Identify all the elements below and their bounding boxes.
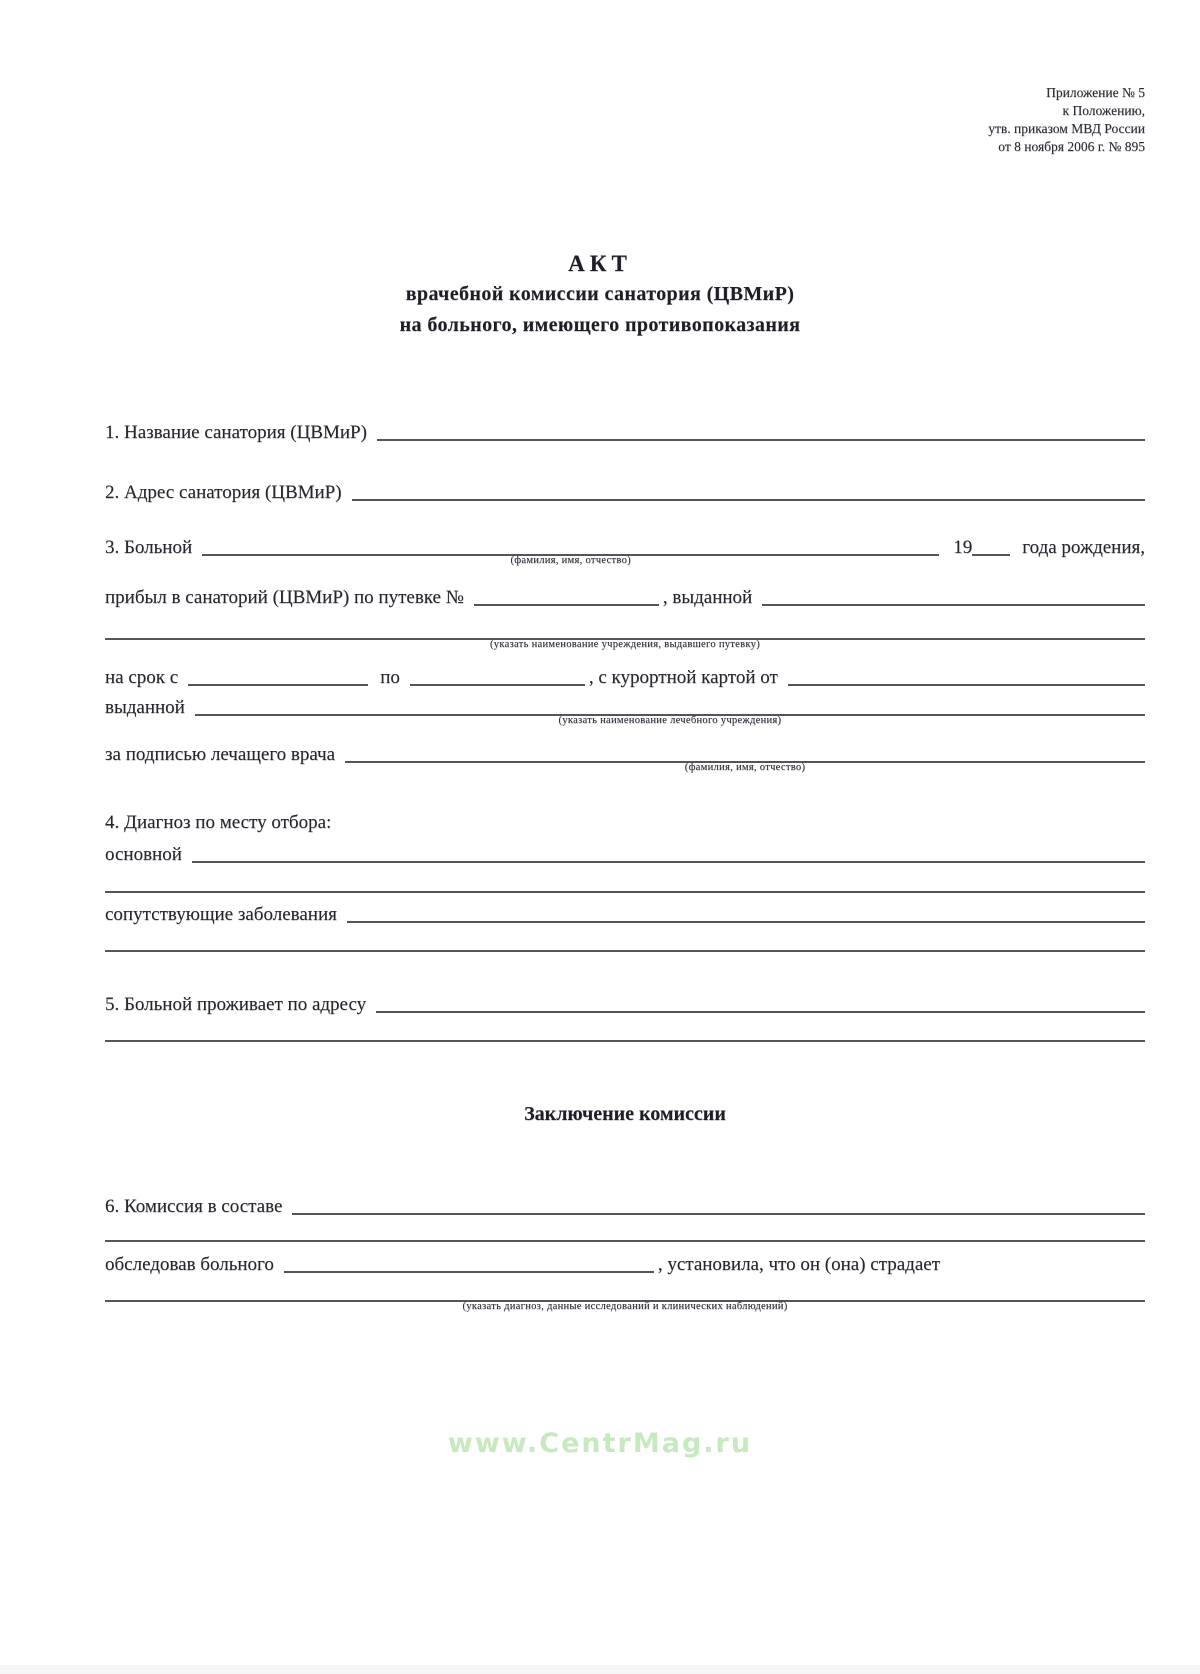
blank-line-doctor-name [345,761,1145,773]
blank-line-address-cont [105,1040,1145,1042]
field-row-diagnosis-secondary [105,899,1145,926]
document-subtitle-line2: на больного, имеющего противопоказания [399,314,801,336]
conclusion-diagnosis-hint: (указать диагноз, данные исследований и клинических наблюдений) [462,1301,788,1312]
blank-line-term-from [188,684,368,686]
field-row-commission [105,1191,1145,1218]
appendix-note-line: Приложение № 5 [1046,85,1145,100]
term-to-label: по [380,667,400,688]
examined-label: обследовав больного [105,1254,274,1275]
field-row-diagnosis-main [105,839,1145,866]
sanatorium-address-label: 2. Адрес санатория (ЦВМиР) [105,482,342,503]
medical-org-hint: (указать наименование лечебного учреждения) [558,715,782,726]
commission-label: 6. Комиссия в составе [105,1196,283,1217]
term-from-label: на срок с [105,667,179,688]
field-row-patient [105,532,1145,566]
voucher-label: прибыл в санаторий (ЦВМиР) по путевке № [105,587,464,608]
doctor-name-hint: (фамилия, имя, отчество) [684,762,806,773]
field-row-sanatorium-address [105,477,1145,504]
blank-line-diagnosis-main [192,861,1145,863]
blank-line-voucher-org [105,638,1145,650]
page-bottom-strip [0,1665,1200,1674]
sanatorium-name-label: 1. Название санатория (ЦВМиР) [105,422,367,443]
conclusion-heading: Заключение комиссии [524,1103,726,1125]
birth-year-prefix: 19 [953,537,973,558]
blank-line-medical-org [195,714,1145,726]
diagnosis-main-label: основной [105,844,182,865]
appendix-note-line: к Положению, [1062,103,1145,118]
field-row-doctor-sign [105,739,1145,773]
voucher-issued-label: , выданной [662,587,753,608]
blank-line-address [376,1011,1145,1013]
blank-line-voucher-number [474,604,659,606]
address-label: 5. Больной проживает по адресу [105,994,367,1015]
document-title: АКТ [568,251,632,276]
issued-by-label: выданной [105,697,185,718]
voucher-org-hint: (указать наименование учреждения, выдавшего путевку) [490,639,760,650]
blank-line-birth-year [972,554,1010,556]
appendix-note-line: утв. приказом МВД России [988,121,1145,136]
blank-line-commission [292,1213,1145,1215]
birth-year-suffix: года рождения, [1022,537,1145,558]
blank-line-diagnosis-main-cont [105,891,1145,893]
field-row-address [105,989,1145,1016]
patient-name-hint: (фамилия, имя, отчество) [510,555,631,566]
doctor-sign-label: за подписью лечащего врача [105,744,336,765]
appendix-note-line: от 8 ноября 2006 г. № 895 [998,139,1145,154]
blank-line-resort-card-date [788,684,1145,686]
blank-line-diagnosis-secondary [347,921,1145,923]
blank-line-examined-patient [284,1271,654,1273]
document-subtitle-line1: врачебной комиссии санатория (ЦВМиР) [405,283,795,305]
blank-line-conclusion-diagnosis [105,1300,1145,1312]
form-body [105,0,1145,1674]
blank-line-diagnosis-secondary-cont [105,950,1145,952]
diagnosis-secondary-label: сопутствующие заболевания [105,904,337,925]
blank-line-sanatorium-address [352,499,1145,501]
field-row-examined [105,1249,1145,1276]
patient-label: 3. Больной [105,537,193,558]
diagnosis-label: 4. Диагноз по месту отбора: [105,812,332,833]
watermark: www.CentrMag.ru [447,1428,753,1459]
resort-card-label: , с курортной картой от [588,667,778,688]
blank-line-voucher-issuer [762,604,1145,606]
field-row-sanatorium-name [105,417,1145,444]
blank-line-patient-name [202,554,939,566]
field-row-voucher [105,582,1145,609]
blank-line-sanatorium-name [377,439,1145,441]
field-row-issued-by [105,692,1145,726]
blank-line-term-to [410,684,585,686]
blank-line-commission-cont [105,1240,1145,1242]
field-row-term [105,662,1145,689]
examined-suffix: , установила, что он (она) страдает [657,1254,941,1275]
